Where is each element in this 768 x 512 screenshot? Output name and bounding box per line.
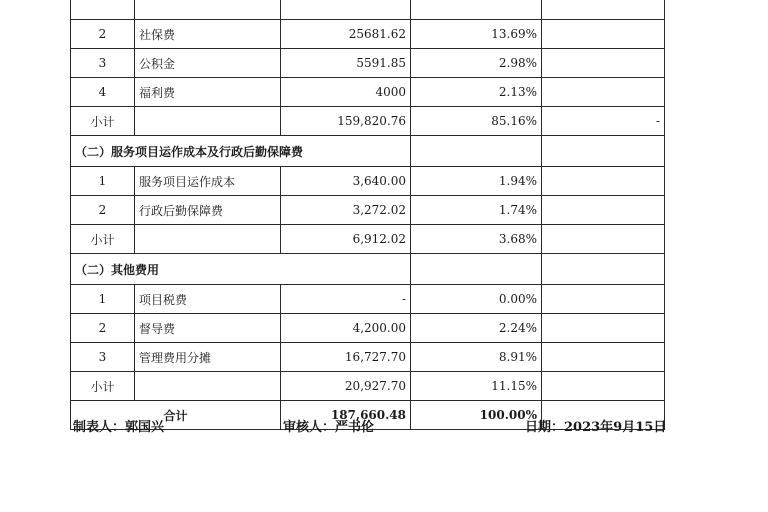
row-name-cell: 项目税费	[135, 285, 281, 314]
total-label: 合计	[71, 401, 281, 430]
row-percent-cell: 1.94%	[411, 167, 542, 196]
section-title: （二）其他费用	[71, 254, 411, 285]
table-row	[71, 196, 665, 225]
row-amount-cell	[281, 0, 411, 20]
row-no-cell: 2	[71, 196, 135, 225]
row-no-cell: 2	[71, 314, 135, 343]
subtotal-label: 小计	[71, 372, 135, 401]
row-name-cell: 福利费	[135, 78, 281, 107]
reviewer-label: 审核人：严书伦	[283, 420, 375, 435]
row-percent-cell	[411, 0, 542, 20]
row-amount-cell: 25681.62	[281, 20, 411, 49]
row-note-cell	[542, 254, 665, 285]
row-name-cell	[135, 372, 281, 401]
row-name-cell	[135, 225, 281, 254]
row-no-cell: 1	[71, 285, 135, 314]
row-percent-cell	[411, 136, 542, 167]
row-note-cell: -	[542, 107, 665, 136]
row-name-cell: 社保费	[135, 20, 281, 49]
table-row	[71, 314, 665, 343]
section-header-row	[71, 254, 665, 285]
row-note-cell	[542, 196, 665, 225]
row-amount-cell: 159,820.76	[281, 107, 411, 136]
row-no-cell: 1	[71, 167, 135, 196]
row-amount-cell: 3,640.00	[281, 167, 411, 196]
row-percent-cell: 2.24%	[411, 314, 542, 343]
row-name-cell: 公积金	[135, 49, 281, 78]
row-name-cell	[135, 0, 281, 20]
row-note-cell	[542, 314, 665, 343]
subtotal-row	[71, 372, 665, 401]
subtotal-label: 小计	[71, 225, 135, 254]
preparer-label: 制表人：郭国兴	[73, 420, 165, 435]
row-percent-cell: 85.16%	[411, 107, 542, 136]
row-percent-cell: 2.98%	[411, 49, 542, 78]
row-amount-cell: -	[281, 285, 411, 314]
row-percent-cell: 3.68%	[411, 225, 542, 254]
row-note-cell	[542, 167, 665, 196]
row-percent-cell	[411, 254, 542, 285]
row-note-cell	[542, 78, 665, 107]
subtotal-row	[71, 225, 665, 254]
section-title: （二）服务项目运作成本及行政后勤保障费	[71, 136, 411, 167]
row-percent-cell: 2.13%	[411, 78, 542, 107]
row-note-cell	[542, 136, 665, 167]
row-amount-cell: 16,727.70	[281, 343, 411, 372]
row-note-cell	[542, 372, 665, 401]
row-no-cell: 4	[71, 78, 135, 107]
row-amount-cell: 6,912.02	[281, 225, 411, 254]
row-no-cell: 2	[71, 20, 135, 49]
row-percent-cell: 8.91%	[411, 343, 542, 372]
table-row	[71, 167, 665, 196]
table-row	[71, 0, 665, 20]
subtotal-row	[71, 107, 665, 136]
table-row	[71, 285, 665, 314]
row-no-cell	[71, 0, 135, 20]
row-amount-cell: 5591.85	[281, 49, 411, 78]
total-percent: 100.00%	[411, 401, 542, 430]
row-percent-cell: 1.74%	[411, 196, 542, 225]
row-amount-cell: 3,272.02	[281, 196, 411, 225]
expense-table-body	[71, 0, 665, 401]
row-amount-cell: 20,927.70	[281, 372, 411, 401]
row-percent-cell: 0.00%	[411, 285, 542, 314]
expense-table	[70, 0, 665, 430]
section-header-row	[71, 136, 665, 167]
row-name-cell: 服务项目运作成本	[135, 167, 281, 196]
row-note-cell	[542, 49, 665, 78]
row-percent-cell: 11.15%	[411, 372, 542, 401]
table-row	[71, 343, 665, 372]
row-note-cell	[542, 20, 665, 49]
row-note-cell	[542, 343, 665, 372]
total-amount: 187,660.48	[281, 401, 411, 430]
row-percent-cell: 13.69%	[411, 20, 542, 49]
row-note-cell	[542, 285, 665, 314]
subtotal-label: 小计	[71, 107, 135, 136]
row-name-cell: 行政后勤保障费	[135, 196, 281, 225]
row-no-cell: 3	[71, 49, 135, 78]
row-name-cell: 管理费用分摊	[135, 343, 281, 372]
table-row	[71, 49, 665, 78]
date-label: 日期：2023年9月15日	[525, 420, 667, 435]
row-name-cell: 督导费	[135, 314, 281, 343]
row-amount-cell: 4000	[281, 78, 411, 107]
row-note-cell	[542, 225, 665, 254]
row-note-cell	[542, 0, 665, 20]
row-no-cell: 3	[71, 343, 135, 372]
table-row	[71, 78, 665, 107]
table-row	[71, 20, 665, 49]
row-amount-cell: 4,200.00	[281, 314, 411, 343]
row-name-cell	[135, 107, 281, 136]
